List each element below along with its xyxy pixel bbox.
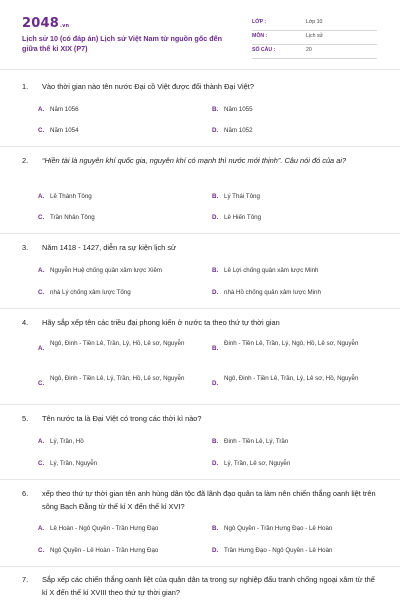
option-text: nhà Hồ chống quân xâm lược Minh bbox=[224, 289, 321, 296]
option-letter: C. bbox=[38, 214, 45, 221]
meta-row-subject bbox=[252, 31, 377, 45]
meta-key: LỚP : bbox=[252, 19, 267, 25]
question-text: xếp theo thứ tự thời gian tên anh hùng dân tộc đã lãnh đạo quân ta làm nên chiến thắng oanh liệt trên sông Bạch Đằng từ thế kỉ X đến thế kỉ XVI? bbox=[42, 489, 376, 511]
option-text: Năm 1055 bbox=[224, 106, 253, 113]
option-letter: D. bbox=[212, 460, 219, 467]
option-text: Trần Hưng Đạo - Ngô Quyền - Lê Hoàn bbox=[224, 547, 333, 554]
divider bbox=[0, 479, 400, 480]
option-text: Lý, Trần, Lê sơ, Nguyễn bbox=[224, 460, 291, 467]
divider bbox=[0, 233, 400, 234]
option-text: Năm 1054 bbox=[50, 127, 79, 134]
option-text: Ngô Quyền - Trần Hưng Đạo - Lê Hoàn bbox=[224, 525, 333, 532]
option-text: Nguyễn Huệ chống quân xâm lược Xiêm bbox=[50, 267, 163, 274]
option-letter: C. bbox=[38, 460, 45, 467]
divider bbox=[0, 404, 400, 405]
option-text: Năm 1056 bbox=[50, 106, 79, 113]
option-text: Lý Thái Tông bbox=[224, 193, 260, 200]
question-text: Hãy sắp xếp tên các triều đại phong kiến ở nước ta theo thứ tự thời gian bbox=[42, 318, 280, 327]
option-text: Lý, Trần, Nguyễn bbox=[50, 460, 98, 467]
divider bbox=[0, 69, 400, 70]
option-letter: C. bbox=[38, 289, 45, 296]
option-letter: A. bbox=[38, 267, 45, 274]
meta-value: Lớp 10 bbox=[306, 19, 323, 25]
option-text: Lê Lợi chống quân xâm lược Minh bbox=[224, 267, 319, 274]
option-letter: B. bbox=[212, 525, 219, 532]
question-number: 1. bbox=[22, 82, 29, 91]
question-number: 4. bbox=[22, 318, 29, 327]
option-text: Lê Hoàn - Ngô Quyền - Trần Hưng Đạo bbox=[50, 525, 159, 532]
option-text: Đinh - Tiền Lê, Trần, Lý, Ngô, Hồ, Lê sơ, Nguyễn bbox=[224, 340, 359, 347]
option-text: Ngô Quyền - Lê Hoàn - Trần Hưng Đạo bbox=[50, 547, 159, 554]
divider bbox=[0, 308, 400, 309]
option-text: Đinh - Tiền Lê, Lý, Trần bbox=[224, 438, 289, 445]
question-text: “Hiền tài là nguyên khí quốc gia, nguyên khí có mạnh thì nước mới thịnh”. Câu nói đó của ai? bbox=[42, 156, 347, 165]
question-number: 5. bbox=[22, 414, 29, 423]
option-letter: B. bbox=[212, 438, 219, 445]
option-text: Lê Hiến Tông bbox=[224, 214, 262, 221]
option-letter: A. bbox=[38, 193, 45, 200]
divider bbox=[0, 566, 400, 567]
option-letter: A. bbox=[38, 106, 45, 113]
site-logo[interactable] bbox=[22, 16, 69, 31]
option-letter: A. bbox=[38, 438, 45, 445]
meta-key: SỐ CÂU : bbox=[252, 47, 276, 53]
option-letter: A. bbox=[38, 345, 45, 352]
question-number: 3. bbox=[22, 243, 29, 252]
option-letter: D. bbox=[212, 289, 219, 296]
option-letter: C. bbox=[38, 127, 45, 134]
option-text: Trần Nhân Tông bbox=[50, 214, 95, 221]
option-letter: B. bbox=[212, 345, 219, 352]
quiz-title: Lịch sử 10 (có đáp án) Lịch sử Việt Nam từ nguồn gốc đến giữa thế kỉ XIX (P7) bbox=[22, 34, 222, 53]
option-text: nhà Lý chống xâm lược Tống bbox=[50, 289, 131, 296]
meta-row-count bbox=[252, 45, 377, 59]
question-number: 6. bbox=[22, 489, 29, 498]
logo-text: 2048 bbox=[22, 16, 59, 31]
question-number: 2. bbox=[22, 156, 29, 165]
option-letter: D. bbox=[212, 214, 219, 221]
option-text: Lý, Trần, Hồ bbox=[50, 438, 84, 445]
meta-key: MÔN : bbox=[252, 33, 268, 39]
meta-value: Lịch sử bbox=[306, 33, 324, 39]
option-text: Năm 1052 bbox=[224, 127, 253, 134]
option-letter: B. bbox=[212, 267, 219, 274]
question-text: Tên nước ta là Đại Việt có trong các thời kì nào? bbox=[42, 414, 202, 423]
question-text: Năm 1418 - 1427, diễn ra sự kiện lịch sử bbox=[42, 243, 176, 252]
option-letter: C. bbox=[38, 547, 45, 554]
quiz-header bbox=[22, 14, 378, 64]
option-text: Ngô, Đinh - Tiền Lê, Lý, Trần, Hồ, Lê sơ, Nguyễn bbox=[50, 375, 185, 382]
option-letter: D. bbox=[212, 547, 219, 554]
option-text: Lê Thánh Tông bbox=[50, 193, 92, 200]
question-text: Vào thời gian nào tên nước Đại cồ Việt được đổi thành Đại Việt? bbox=[42, 82, 254, 91]
logo-suffix: .vn bbox=[59, 23, 70, 29]
option-letter: A. bbox=[38, 525, 45, 532]
divider bbox=[0, 146, 400, 147]
option-letter: C. bbox=[38, 380, 45, 387]
option-letter: D. bbox=[212, 380, 219, 387]
option-text: Ngô, Đinh - Tiền Lê, Trần, Lý, Hồ, Lê sơ, Nguyễn bbox=[50, 340, 185, 347]
question-text: Sắp xếp các chiến thắng oanh liệt của quân dân ta trong sự nghiệp đấu tranh chống ngoại xâm từ thế kỉ X đến thế kỉ XVIII theo thứ tự thời gian? bbox=[42, 575, 375, 597]
meta-row-class bbox=[252, 17, 377, 31]
option-text: Ngô, Đinh - Tiền Lê, Trần, Lý, Lê sơ, Hồ, Nguyễn bbox=[224, 375, 359, 382]
meta-value: 20 bbox=[306, 47, 312, 53]
quiz-meta bbox=[252, 17, 377, 59]
question-number: 7. bbox=[22, 575, 29, 584]
option-letter: B. bbox=[212, 193, 219, 200]
option-letter: B. bbox=[212, 106, 219, 113]
option-letter: D. bbox=[212, 127, 219, 134]
